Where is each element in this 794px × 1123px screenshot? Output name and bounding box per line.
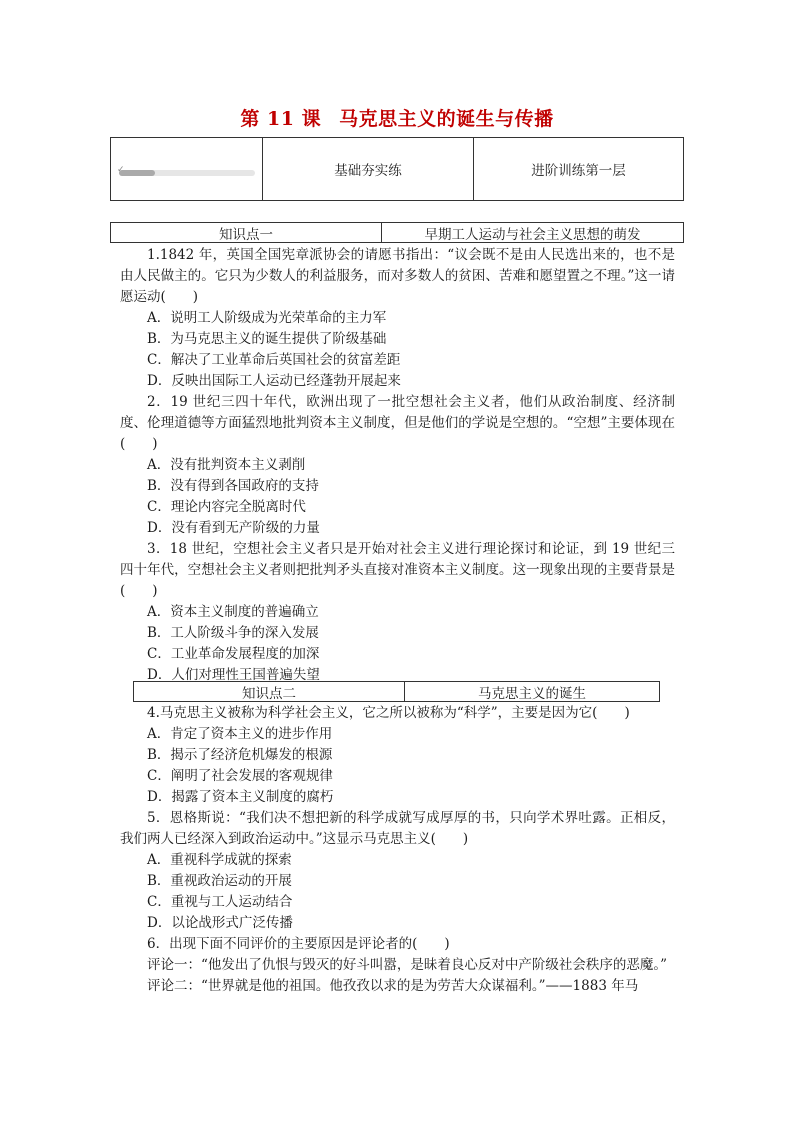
option: A．资本主义制度的普遍确立 xyxy=(147,604,319,620)
option: A．没有批判资本主义剥削 xyxy=(147,457,306,473)
option: C．解决了工业革命后英国社会的贫富差距 xyxy=(147,352,401,368)
lesson-number: 第 11 课 xyxy=(240,108,322,130)
option: C．理论内容完全脱离时代 xyxy=(147,499,306,515)
option: D．没有看到无产阶级的力量 xyxy=(147,520,320,536)
option: A．重视科学成就的探索 xyxy=(147,852,292,868)
question-1-stem: 1.1842 年，英国全国宪章派协会的请愿书指出：“议会既不是由人民选出来的，也不是由人民做主的。它只为少数人的利益服务，而对多数人的贫困、苦难和愿望置之不理。”这一请愿运动( ) xyxy=(120,247,675,305)
tab-basic[interactable]: 基础夯实练 xyxy=(263,138,474,200)
knowledge-point-topic: 早期工人运动与社会主义思想的萌发 xyxy=(424,226,641,243)
option: D．人们对理性王国普遍失望 xyxy=(147,667,320,683)
option: B．没有得到各国政府的支持 xyxy=(147,478,319,494)
question-4-stem: 4.马克思主义被称为科学社会主义，它之所以被称为“科学”，主要是因为它( ) xyxy=(147,705,630,721)
option: D．反映出国际工人运动已经蓬勃开展起来 xyxy=(147,373,401,389)
option: D．揭露了资本主义制度的腐朽 xyxy=(147,789,334,805)
option: C．重视与工人运动结合 xyxy=(147,894,293,910)
progress-bar xyxy=(119,170,255,176)
option: A．肯定了资本主义的进步作用 xyxy=(147,726,333,742)
question-5-stem: 5．恩格斯说：“我们决不想把新的科学成就写成厚厚的书，只向学术界吐露。正相反，我们两人已经深入到政治运动中。”这显示马克思主义( ) xyxy=(120,810,675,847)
question-6-stem: 6．出现下面不同评价的主要原因是评论者的( ) xyxy=(147,936,450,952)
exercise-tabs xyxy=(110,137,684,201)
knowledge-point-label: 知识点二 xyxy=(134,682,405,701)
question-group-1 xyxy=(120,245,675,686)
comment-one: 评论一：“他发出了仇恨与毁灭的好斗叫嚣，是昧着良心反对中产阶级社会秩序的恶魔。” xyxy=(147,957,668,973)
option: A．说明工人阶级成为光荣革命的主力军 xyxy=(147,310,387,326)
check-icon: ✓ xyxy=(117,165,125,175)
question-2-stem: 2．19 世纪三四十年代，欧洲出现了一批空想社会主义者，他们从政治制度、经济制度、伦理道德等方面猛烈地批判资本主义制度，但是他们的学说是空想的。“空想”主要体现在( ) xyxy=(120,394,675,452)
knowledge-point-1 xyxy=(110,222,684,243)
lesson-name: 马克思主义的诞生与传播 xyxy=(339,108,554,130)
question-group-2 xyxy=(120,703,675,997)
page-title xyxy=(0,104,794,131)
option: C．工业革命发展程度的加深 xyxy=(147,646,320,662)
option: B．揭示了经济危机爆发的根源 xyxy=(147,747,333,763)
question-3-stem: 3．18 世纪，空想社会主义者只是开始对社会主义进行理论探讨和论证，到 19 世纪三四十年代，空想社会主义者则把批判矛头直接对准资本主义制度。这一现象出现的主要背景是( ) xyxy=(120,541,675,599)
comment-two: 评论二：“世界就是他的祖国。他孜孜以求的是为劳苦大众谋福利。”——1883 年马 xyxy=(147,978,639,994)
option: B．重视政治运动的开展 xyxy=(147,873,292,889)
option: C．阐明了社会发展的客观规律 xyxy=(147,768,333,784)
knowledge-point-2 xyxy=(133,681,660,702)
knowledge-point-label: 知识点一 xyxy=(111,223,382,242)
option: B．工人阶级斗争的深入发展 xyxy=(147,625,319,641)
tab-advanced[interactable]: 进阶训练第一层 xyxy=(531,163,626,179)
option: B．为马克思主义的诞生提供了阶级基础 xyxy=(147,331,387,347)
knowledge-point-topic: 马克思主义的诞生 xyxy=(478,685,586,702)
option: D．以论战形式广泛传播 xyxy=(147,915,293,931)
progress-cell xyxy=(111,138,263,200)
